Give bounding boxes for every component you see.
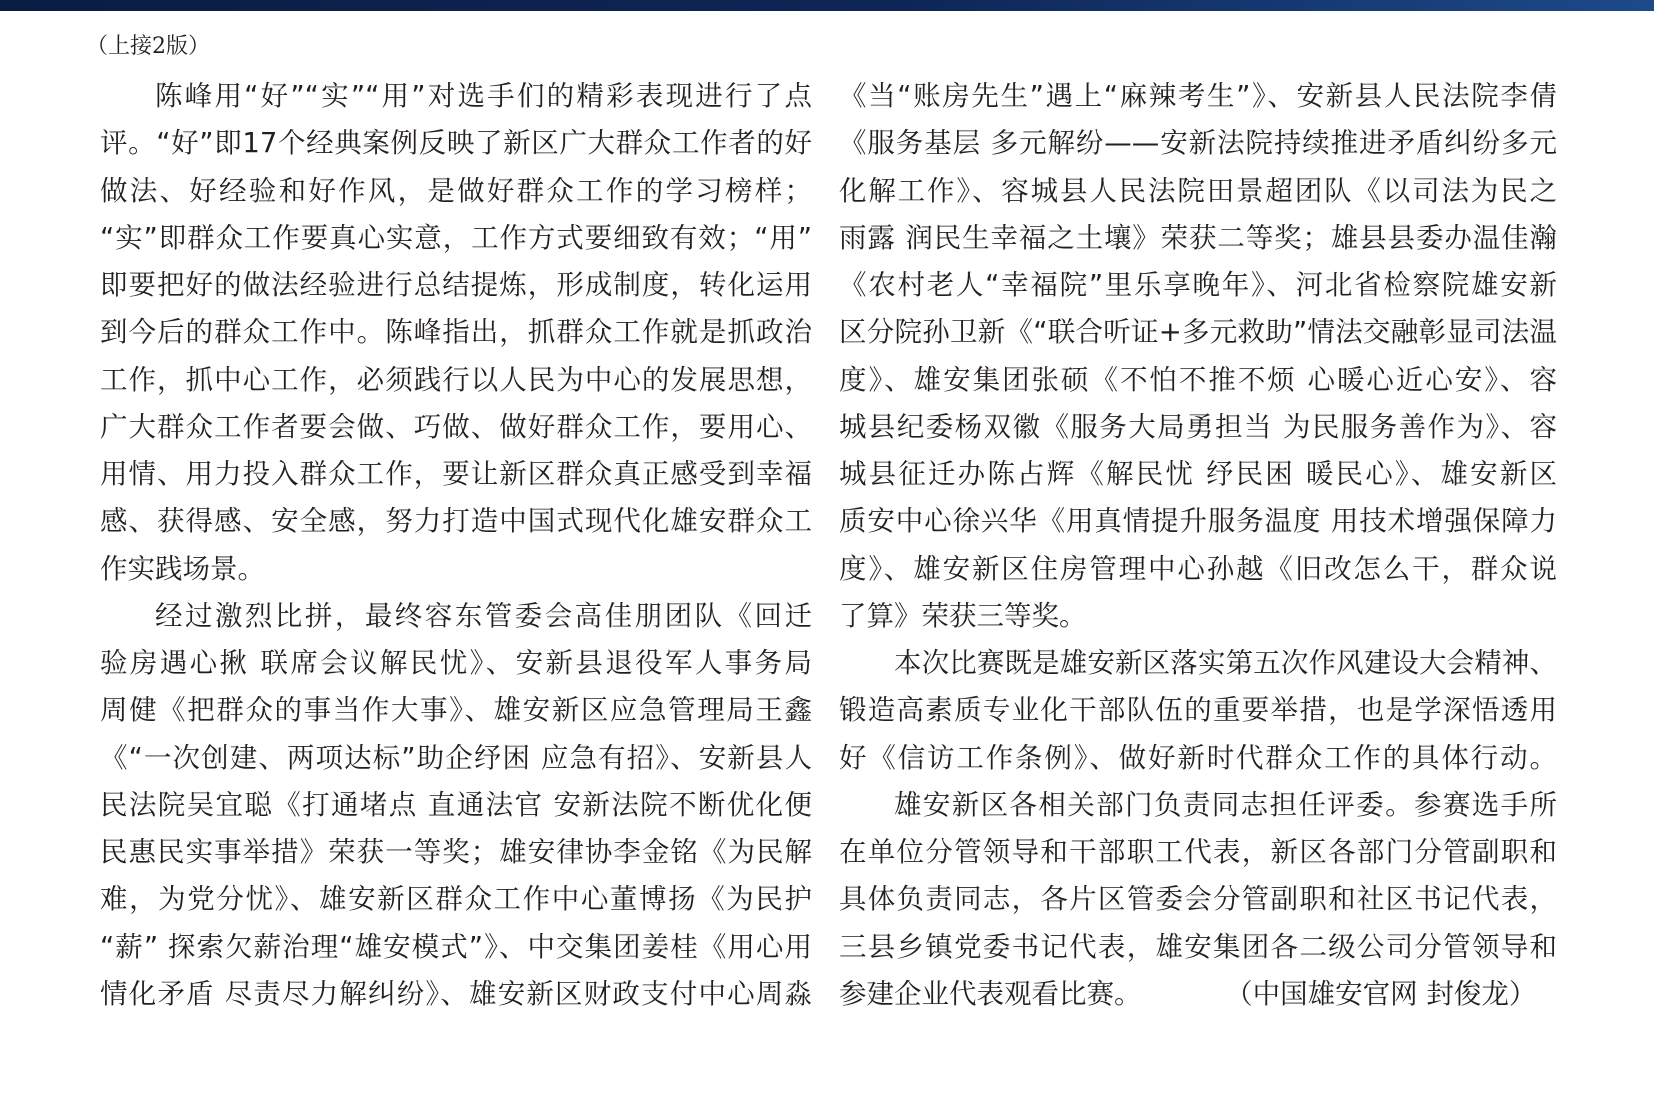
text-line: 三县乡镇党委书记代表，雄安集团各二级公司分管领导和 <box>839 930 1557 963</box>
text-line: 难，为党分忧》、雄安新区群众工作中心董博扬《为民护 <box>100 883 812 916</box>
text-line: 《服务基层 多元解纷——安新法院持续推进矛盾纠纷多元 <box>839 127 1557 160</box>
top-banner-bar <box>0 0 1654 11</box>
text-line: 好《信访工作条例》、做好新时代群众工作的具体行动。 <box>839 741 1557 774</box>
text-line: 陈峰用“好”“实”“用”对选手们的精彩表现进行了点 <box>155 80 812 112</box>
text-line: 锻造高素质专业化干部队伍的重要举措，也是学深悟透用 <box>839 694 1557 727</box>
text-line: 情化矛盾 尽责尽力解纠纷》、雄安新区财政支付中心周淼 <box>100 977 812 1010</box>
paragraph-continued <box>839 73 1557 640</box>
text-line: 评。“好”即17个经典案例反映了新区广大群众工作者的好 <box>100 127 812 160</box>
left-column <box>100 73 812 1018</box>
paragraph <box>100 593 812 1018</box>
paragraph <box>839 782 1557 1018</box>
text-line: 民法院吴宜聪《打通堵点 直通法官 安新法院不断优化便 <box>100 788 812 821</box>
text-line: 《当“账房先生”遇上“麻辣考生”》、安新县人民法院李倩 <box>839 80 1557 112</box>
text-line: 城县征迁办陈占辉《解民忧 纾民困 暖民心》、雄安新区 <box>839 458 1557 490</box>
text-line: 做法、好经验和好作风，是做好群众工作的学习榜样； <box>100 174 812 207</box>
text-line: 区分院孙卫新《“联合听证+多元救助”情法交融彰显司法温 <box>839 316 1557 349</box>
text-line: 《农村老人“幸福院”里乐享晚年》、河北省检察院雄安新 <box>839 269 1557 301</box>
text-line: 度》、雄安新区住房管理中心孙越《旧改怎么干，群众说 <box>839 552 1557 585</box>
text-line-content: 参建企业代表观看比赛。 <box>839 977 1142 1010</box>
continued-from-note: （上接2版） <box>86 34 210 59</box>
text-line: 作实践场景。 <box>100 552 265 585</box>
text-line: 质安中心徐兴华《用真情提升服务温度 用技术增强保障力 <box>839 505 1557 538</box>
text-line: 验房遇心揪 联席会议解民忧》、安新县退役军人事务局 <box>100 647 812 679</box>
text-line: 雄安新区各相关部门负责同志担任评委。参赛选手所 <box>894 788 1557 821</box>
byline: （中国雄安官网 封俊龙） <box>1225 977 1537 1010</box>
text-line: 用情、用力投入群众工作，要让新区群众真正感受到幸福 <box>100 458 812 490</box>
text-line: 了算》荣获三等奖。 <box>839 599 1087 632</box>
text-line: 雨露 润民生幸福之土壤》荣获二等奖；雄县县委办温佳瀚 <box>839 221 1557 254</box>
text-line: 本次比赛既是雄安新区落实第五次作风建设大会精神、 <box>894 647 1557 679</box>
text-line: 即要把好的做法经验进行总结提炼，形成制度，转化运用 <box>100 269 812 301</box>
text-line: 经过激烈比拼，最终容东管委会高佳朋团队《回迁 <box>155 599 812 632</box>
text-line: 城县纪委杨双徽《服务大局勇担当 为民服务善作为》、容 <box>839 410 1557 443</box>
paragraph <box>839 640 1557 782</box>
text-line: 度》、雄安集团张硕《不怕不推不烦 心暖心近心安》、容 <box>839 363 1557 396</box>
text-line: 广大群众工作者要会做、巧做、做好群众工作，要用心、 <box>100 410 812 443</box>
text-line: “薪” 探索欠薪治理“雄安模式”》、中交集团姜桂《用心用 <box>100 930 812 963</box>
text-line: 到今后的群众工作中。陈峰指出，抓群众工作就是抓政治 <box>100 316 812 349</box>
paragraph <box>100 73 812 593</box>
text-line: 感、获得感、安全感，努力打造中国式现代化雄安群众工 <box>100 505 812 538</box>
text-line: “实”即群众工作要真心实意，工作方式要细致有效；“用” <box>100 221 812 254</box>
text-line: 《“一次创建、两项达标”助企纾困 应急有招》、安新县人 <box>100 741 812 774</box>
text-line: 民惠民实事举措》荣获一等奖；雄安律协李金铭《为民解 <box>100 836 812 868</box>
right-column <box>839 73 1557 1018</box>
text-line: 在单位分管领导和干部职工代表，新区各部门分管副职和 <box>839 836 1557 868</box>
text-line: 周健《把群众的事当作大事》、雄安新区应急管理局王鑫 <box>100 694 812 727</box>
text-line: 工作，抓中心工作，必须践行以人民为中心的发展思想， <box>100 363 812 396</box>
text-line: 具体负责同志，各片区管委会分管副职和社区书记代表， <box>839 883 1557 916</box>
text-line: 化解工作》、容城县人民法院田景超团队《以司法为民之 <box>839 174 1557 207</box>
text-line <box>839 971 1557 1018</box>
